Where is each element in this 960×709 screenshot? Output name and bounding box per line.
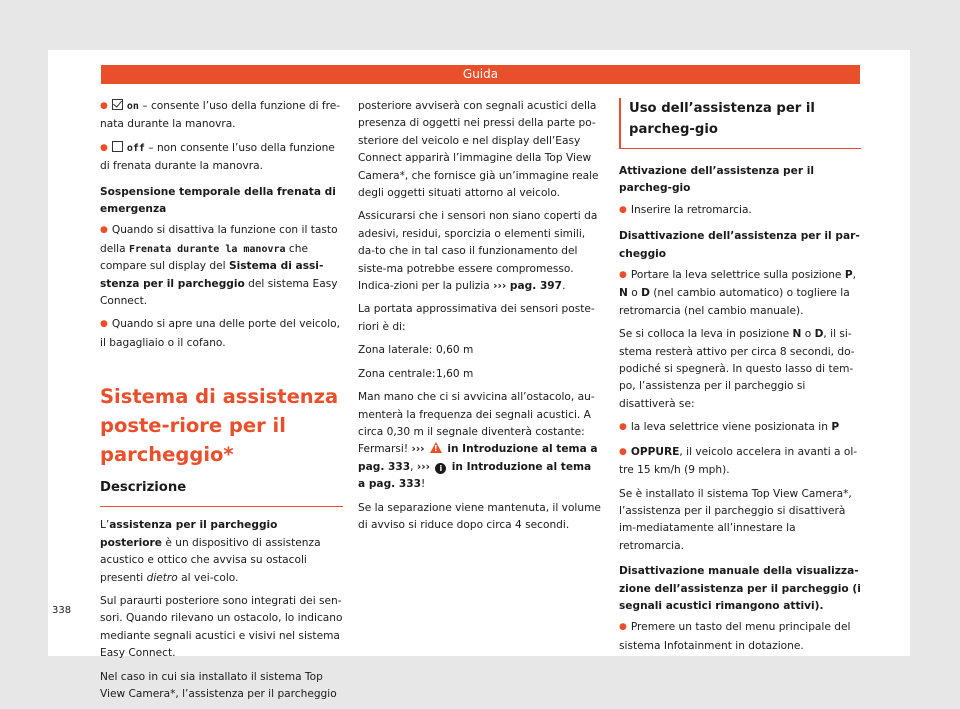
subheading-suspension: Sospensione temporale della frenata di emergenza (100, 185, 336, 216)
range-central: Zona centrale:1,60 m (358, 367, 474, 380)
paragraph: Assicurarsi che i sensori non siano coperti da adesivi, residui, sporcizia o elementi simili, da-to che in tal caso il funzionamento del siste-ma potrebbe essere compromesso. Indica-zioni per la pulizia ››› pag. 397. (358, 210, 598, 293)
paragraph: Nel caso in cui sia installato il sistema Top View Camera*, l’assistenza per il parcheggio (100, 670, 337, 700)
list-item: ● Quando si apre una delle porte del veicolo, il bagagliaio o il cofano. (100, 316, 343, 352)
paragraph: Se si colloca la leva in posizione N o D, il si-stema resterà attivo per circa 8 secondi, do-podiché si spegnerà. In questo lasso di tem-po, l’assistenza per il parcheggio si disattiverà se: (619, 328, 855, 410)
paragraph: Se è installato il sistema Top View Camera*, l’assistenza per il parcheggio si disattiverà im-mediatamente all’innestare la retromarcia. (619, 487, 852, 552)
subheading-deactivation: Disattivazione dell’assistenza per il par-cheggio (619, 230, 860, 260)
section-header: Guida (101, 65, 860, 84)
list-item: ● OPPURE, il veicolo accelera in avanti a ol-tre 15 km/h (9 mph). (619, 444, 861, 480)
cross-reference-link[interactable]: in Introduzione al tema a pag. 333 (358, 460, 592, 491)
paragraph: Man mano che ci si avvicina all’ostacolo, au-menterà la frequenza dei segnali acustici. A circa 0,30 m il segnale diventerà costante: Fermarsi! ››› ! in Introduzione al tema a pag. 333, ››› i in Introduzione al tema a pag. 333! (358, 389, 602, 493)
list-item: ● Inserire la retromarcia. (619, 202, 861, 220)
list-item: ● Portare la leva selettrice sulla posizione P, N o D (nel cambio automatico) o togliere la retromarcia (nel cambio manuale). (619, 267, 861, 320)
paragraph: Sul paraurti posteriore sono integrati dei sen-sori. Quando rilevano un ostacolo, lo indicano mediante segnali acustici e visivi nel sistema Easy Connect. (100, 594, 343, 660)
page-number: 338 (52, 605, 72, 616)
paragraph: posteriore avviserà con segnali acustici della presenza di oggetti nei pressi della parte po-steriore del veicolo e nel display dell’Easy Connect apparirà l’immagine della Top View Camera*, che fornisce già un’immagine reale degli oggetti situati attorno al veicolo. (358, 100, 599, 200)
paragraph: La portata approssimativa dei sensori poste-riori è di: (358, 303, 595, 333)
cross-reference-link[interactable]: in Introduzione al tema a pag. 333 (358, 443, 598, 473)
checked-checkbox-icon (112, 99, 123, 110)
paragraph: Se la separazione viene mantenuta, il volume di avviso si riduce dopo circa 4 secondi. (358, 501, 601, 531)
unchecked-checkbox-icon (112, 141, 123, 152)
subsection-title: Descrizione (100, 479, 343, 507)
warning-icon (430, 442, 442, 453)
info-icon: i (435, 463, 446, 474)
page-reference-link[interactable]: ››› pag. 397 (493, 280, 563, 293)
list-item: ● la leva selettrice viene posizionata in P (619, 419, 861, 437)
list-item: ● Premere un tasto del menu principale del sistema Infotainment in dotazione. (619, 619, 861, 655)
list-item-on: ● on – consente l’uso della funzione di fre-nata durante la manovra. (100, 98, 343, 134)
paragraph: L’assistenza per il parcheggio posteriore è un dispositivo di assistenza acustico e ottico che avvisa su ostacoli presenti dietro al vei-colo. (100, 519, 321, 584)
column-right (619, 98, 861, 661)
range-lateral: Zona laterale: 0,60 m (358, 344, 474, 357)
subheading-activation: Attivazione dell’assistenza per il parcheg-gio (619, 165, 814, 195)
column-left (100, 98, 343, 709)
subheading-manual: Disattivazione manuale della visualizza-zione dell’assistenza per il parcheggio (i segnali acustici rimangono attivi). (619, 565, 861, 612)
list-item-off: ● off – non consente l’uso della funzione di frenata durante la manovra. (100, 140, 343, 176)
section-title: Uso dell’assistenza per il parcheg-gio (619, 98, 861, 149)
column-middle (358, 98, 602, 540)
list-item: ● Quando si disattiva la funzione con il tasto della Frenata durante la manovra che compare sul display del Sistema di assi-stenza per il parcheggio del sistema Easy Connect. (100, 222, 343, 310)
section-title: Sistema di assistenza poste-riore per il parcheggio* (100, 385, 339, 467)
